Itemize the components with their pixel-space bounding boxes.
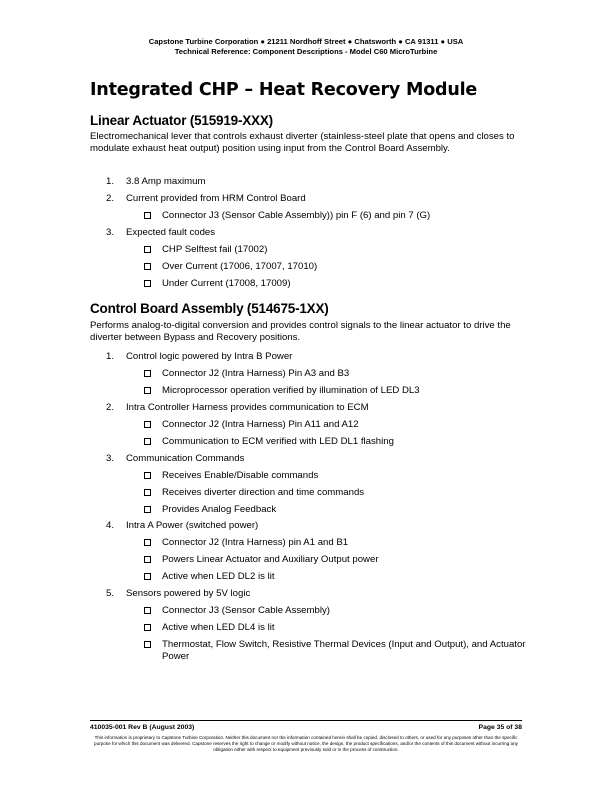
sub-list-item: Microprocessor operation verified by illumination of LED DL3: [162, 385, 420, 396]
list-item: Communication Commands: [126, 453, 245, 464]
list-number: 1.: [106, 351, 115, 362]
footer-document-id: 410035-001 Rev B (August 2003): [90, 724, 195, 731]
list-number: 3.: [106, 227, 115, 238]
sub-list-item: Receives Enable/Disable commands: [162, 470, 319, 481]
section-heading-control-board: Control Board Assembly (514675-1XX): [90, 301, 329, 316]
sub-list-item: CHP Selftest fail (17002): [162, 244, 268, 255]
checkbox-bullet-icon: [144, 487, 151, 499]
list-number: 2.: [106, 402, 115, 413]
checkbox-bullet-icon: [144, 278, 151, 290]
checkbox-bullet-icon: [144, 554, 151, 566]
sub-list-item: Connector J2 (Intra Harness) Pin A11 and A12: [162, 419, 359, 430]
sub-list-item: Provides Analog Feedback: [162, 504, 277, 515]
checkbox-bullet-icon: [144, 419, 151, 431]
list-item: Intra Controller Harness provides communication to ECM: [126, 402, 369, 413]
list-item: 3.8 Amp maximum: [126, 176, 206, 187]
checkbox-bullet-icon: [144, 605, 151, 617]
page-title: Integrated CHP – Heat Recovery Module: [90, 80, 478, 100]
checkbox-bullet-icon: [144, 571, 151, 583]
list-number: 1.: [106, 176, 115, 187]
checkbox-bullet-icon: [144, 622, 151, 634]
header-address: Capstone Turbine Corporation ● 21211 Nordhoff Street ● Chatsworth ● CA 91311 ● USA: [148, 37, 464, 46]
header-subtitle: Technical Reference: Component Descriptions - Model C60 MicroTurbine: [174, 47, 438, 56]
checkbox-bullet-icon: [144, 261, 151, 273]
sub-list-item: Powers Linear Actuator and Auxiliary Output power: [162, 554, 379, 565]
list-number: 5.: [106, 588, 115, 599]
checkbox-bullet-icon: [144, 470, 151, 482]
section-intro-linear-actuator: Electromechanical lever that controls exhaust diverter (stainless-steel plate that opens and closes to modulate exhaust heat output) position using input from the Control Board Assembly.: [90, 131, 515, 154]
list-number: 3.: [106, 453, 115, 464]
list-item: Control logic powered by Intra B Power: [126, 351, 293, 362]
list-item: Intra A Power (switched power): [126, 520, 259, 531]
footer-divider: [90, 720, 522, 721]
sub-list-item: Communication to ECM verified with LED DL1 flashing: [162, 436, 394, 447]
sub-list-item: Connector J2 (Intra Harness) pin A1 and B1: [162, 537, 349, 548]
sub-list-item: Over Current (17006, 17007, 17010): [162, 261, 318, 272]
checkbox-bullet-icon: [144, 385, 151, 397]
sub-list-item: Active when LED DL2 is lit: [162, 571, 275, 582]
checkbox-bullet-icon: [144, 210, 151, 222]
footer-page-number: Page 35 of 38: [478, 724, 522, 731]
section-heading-linear-actuator: Linear Actuator (515919-XXX): [90, 113, 273, 128]
checkbox-bullet-icon: [144, 504, 151, 516]
sub-list-item: Connector J3 (Sensor Cable Assembly): [162, 605, 330, 616]
list-item: Current provided from HRM Control Board: [126, 193, 306, 204]
list-number: 4.: [106, 520, 115, 531]
footer-disclaimer: This information is proprietary to Capstone Turbine Corporation. Neither this document nor the information contained herein shall be copied, disclosed to others, or used for any purposes other than the specific purpose for which this document was delivered. Capstone reserves the right to change or modify without notice, the design, the product specifications, and/or the contents of this document without incurring any obligation either with respect to equipment previously sold or in the process of construction.: [94, 735, 518, 752]
sub-list-item: Under Current (17008, 17009): [162, 278, 291, 289]
sub-list-item: Thermostat, Flow Switch, Resistive Thermal Devices (Input and Output), and Actuator Power: [162, 639, 526, 662]
sub-list-item: Active when LED DL4 is lit: [162, 622, 275, 633]
checkbox-bullet-icon: [144, 244, 151, 256]
checkbox-bullet-icon: [144, 368, 151, 380]
list-item: Expected fault codes: [126, 227, 216, 238]
checkbox-bullet-icon: [144, 639, 151, 651]
page-header: [0, 37, 612, 57]
list-item: Sensors powered by 5V logic: [126, 588, 251, 599]
section-intro-control-board: Performs analog-to-digital conversion and provides control signals to the linear actuator to drive the diverter between Bypass and Recovery positions.: [90, 320, 511, 343]
list-number: 2.: [106, 193, 115, 204]
sub-list-item: Connector J2 (Intra Harness) Pin A3 and B3: [162, 368, 350, 379]
checkbox-bullet-icon: [144, 537, 151, 549]
sub-list-item: Receives diverter direction and time commands: [162, 487, 365, 498]
sub-list-item: Connector J3 (Sensor Cable Assembly)) pin F (6) and pin 7 (G): [162, 210, 431, 221]
checkbox-bullet-icon: [144, 436, 151, 448]
